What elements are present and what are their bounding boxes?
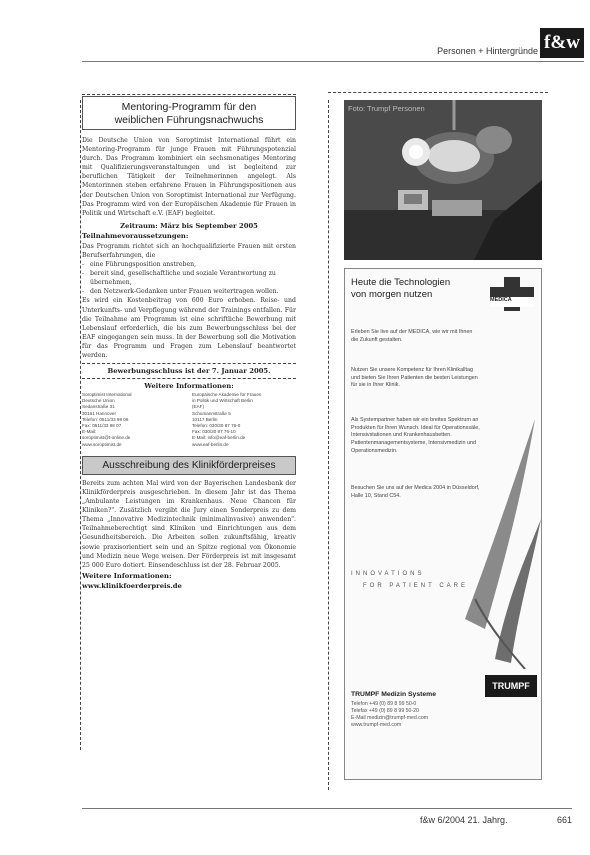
contact-eaf — [192, 392, 296, 448]
medica-cross-icon — [490, 277, 534, 331]
contact-line: Telefon: 030/30 87 76-0 — [192, 423, 241, 429]
ad-web-link[interactable]: www.trumpf-med.com — [351, 722, 402, 728]
contact-line: Telefon: 0511/33 98 06 — [82, 416, 129, 422]
contact-web-link[interactable]: www.soroptimist.de — [82, 441, 122, 447]
ad-company-name: TRUMPF Medizin Systeme — [351, 691, 436, 698]
deadline-rule — [82, 363, 296, 364]
ad-tagline-1: INNOVATIONS — [351, 571, 425, 577]
trumpf-logo: TRUMPF — [485, 675, 537, 697]
mentoring-fee: Es wird ein Kostenbeitrag von 600 Euro erhoben. Reise- und Unterkunfts- und Verpflegung während der Trainings entfallen. Für die Teilnahme am Programm ist eine schriftliche Bewerbung mit Lebenslauf erforderlich, die bis zum Bewerbungsschluss bei der EAF eingegangen sein muss. In der Bewerbung soll die Motivation für das Programm und Fragen zum Lebenslauf beantwortet werden. — [82, 297, 296, 359]
plant-leaf-graphic — [455, 419, 541, 669]
contact-web-link[interactable]: www.eaf-berlin.de — [192, 441, 229, 447]
contact-line: 10117 Berlin — [192, 416, 218, 422]
klinik-body: Bereits zum achten Mal wird von der Bayerischen Landesbank der Klinikförderpreis ausgeschrieben. In diesem Jahr ist das Thema „Ambulante Leistungen im Krankenhaus. Neue Chancen für Kliniken?". Zusätzlich vergibt die Jury einen Sonderpreis zu dem Thema „Innovative Medizintechnik (minimalinvasive) anwenden". Teilnahmeberechtigt sind Kliniken und Einrichtungen aus dem Gesundheitsbereich. Die Arbeiten sollen zukunftsfähig, kreativ sowie praxisorientiert sein und an Spitze regional von Ökonomie und Medizin neue Wege weisen. Der Förderpreis ist mit insgesamt 25 000 Euro dotiert. Einsendeschluss ist der 28. Februar 2005. — [82, 479, 296, 569]
ad-paragraph-3: Als Systempartner haben wir ein breites Spektrum an Produkten für Ihren Wunsch. Ideal für Operationssäle, Intensivstationen und Krankenhausbetten. Patientenmanagementsysteme, Intensivmedizin und Operationsmedizin. — [351, 417, 480, 454]
ad-contact-line: Telefon +49 (0) 89 8 99 50-0 — [351, 701, 417, 707]
medica-logo — [490, 277, 534, 331]
contact-line: Fax: 030/30 87 76-10 — [192, 429, 236, 435]
klinik-info-heading: Weitere Informationen: — [82, 571, 172, 580]
requirements-heading: Teilnahmevoraussetzungen: — [82, 231, 189, 240]
ad-email-link[interactable]: E-Mail medizin@trumpf-med.com — [351, 715, 429, 721]
requirement-item: - eine Führungsposition anstreben, — [82, 260, 296, 269]
left-column — [82, 96, 296, 592]
contact-email-link[interactable]: E-Mail: info@eaf-berlin.de — [192, 435, 246, 441]
mentoring-title-line1: Mentoring-Programm für den — [121, 101, 257, 113]
contact-blocks — [82, 392, 296, 448]
contact-line: Schumannstraße 5 — [192, 410, 231, 416]
photo-caption: Foto: Trumpf Personen — [348, 104, 425, 113]
mentoring-title-line2: weiblichen Führungsnachwuchs — [114, 114, 264, 126]
ad-headline — [351, 277, 481, 300]
contact-line: Soroptimist International — [82, 392, 132, 398]
requirement-item: - den Netzwerk-Gedanken unter Frauen weitertragen wollen. — [82, 287, 296, 296]
contact-email-link[interactable]: soroptimist@t-online.de — [82, 435, 131, 441]
left-vertical-dashes — [80, 100, 81, 750]
mentoring-intro: Die Deutsche Union von Soroptimist International führt ein Mentoring-Programm für junge Frauen mit Führungspotenzial durch. Das Programm kombiniert ein sechsmonatiges Mentoring mit Qualifizierungsveranstaltungen und ist begleitend zur beruflichen Tätigkeit der Teilnehmerinnen angelegt. Als Mentorinnen stehen erfahrene Frauen in Führungspositionen aus der Deutschen Union von Soroptimist International zur Verfügung. Das Programm wird von der Europäischen Akademie für Frauen in Politik und Wirtschaft e.V. (EAF) begleitet. — [82, 137, 296, 217]
mid-vertical-dashes — [328, 100, 329, 790]
contact-line: 30161 Hannover — [82, 410, 116, 416]
medica-label: MEDICA — [490, 297, 512, 303]
contact-line: E-Mail: — [82, 429, 97, 435]
contact-line: Deutsche Union — [82, 398, 115, 404]
ad-paragraph-4: Besuchen Sie uns auf der Medica 2004 in Düsseldorf, Halle 10, Stand C54. — [351, 485, 480, 499]
contact-line: Sedanstraße 31 — [82, 404, 115, 410]
header-rule — [82, 61, 584, 62]
ad-headline-line2: von morgen nutzen — [351, 288, 433, 300]
right-top-dashes — [328, 92, 548, 93]
contact-line: (EAF) — [192, 404, 204, 410]
mentoring-deadline: Bewerbungsschluss ist der 7. Januar 2005. — [107, 367, 271, 376]
contact-line: Europäische Akademie für Frauen — [192, 392, 262, 398]
mentoring-info-heading: Weitere Informationen: — [144, 382, 234, 391]
klinik-title-box: Ausschreibung des Klinikförderpreises — [82, 456, 296, 475]
page-footer — [420, 815, 572, 825]
ad-paragraph-2: Nutzen Sie unsere Kompetenz für Ihren Klinikalltag und bieten Sie Ihren Patienten die besten Leistungen für sie in Ihrer Klinik. — [351, 367, 478, 389]
contact-soroptimist — [82, 392, 186, 448]
trumpf-advertisement — [344, 268, 542, 780]
ad-headline-line1: Heute die Technologien — [351, 277, 451, 288]
contact-line: in Politik und Wirtschaft Berlin — [192, 398, 253, 404]
magazine-logo: f&w — [540, 28, 584, 58]
ad-contact — [351, 701, 428, 729]
ad-paragraph-1: Erleben Sie live auf der MEDICA, wie wir mit Ihnen die Zukunft gestalten. — [351, 329, 473, 343]
footer-issue: f&w 6/2004 21. Jahrg. — [420, 815, 508, 825]
info-rule — [82, 378, 296, 379]
requirement-item: - bereit sind, gesellschaftliche und soziale Verantwortung zu übernehmen, — [82, 269, 296, 287]
section-header: Personen + Hintergründe — [437, 46, 538, 56]
left-top-dashes — [82, 94, 296, 95]
footer-rule — [82, 808, 572, 809]
contact-line: Fax: 0511/33 98 07 — [82, 423, 122, 429]
requirements-intro: Das Programm richtet sich an hochqualifizierte Frauen mit ersten Berufserfahrungen, die — [82, 242, 296, 259]
operating-room-photo — [344, 100, 542, 260]
ad-contact-line: Telefax +49 (0) 89 8 99 50-20 — [351, 708, 419, 714]
operating-room-illustration — [344, 100, 542, 260]
ad-tagline-2: FOR PATIENT CARE — [363, 583, 469, 589]
page-number: 661 — [556, 815, 572, 825]
mentoring-title-box — [82, 96, 296, 130]
mentoring-period: Zeitraum: März bis September 2005 — [120, 221, 258, 230]
klinik-url-link[interactable]: www.klinikfoerderpreis.de — [82, 581, 182, 590]
